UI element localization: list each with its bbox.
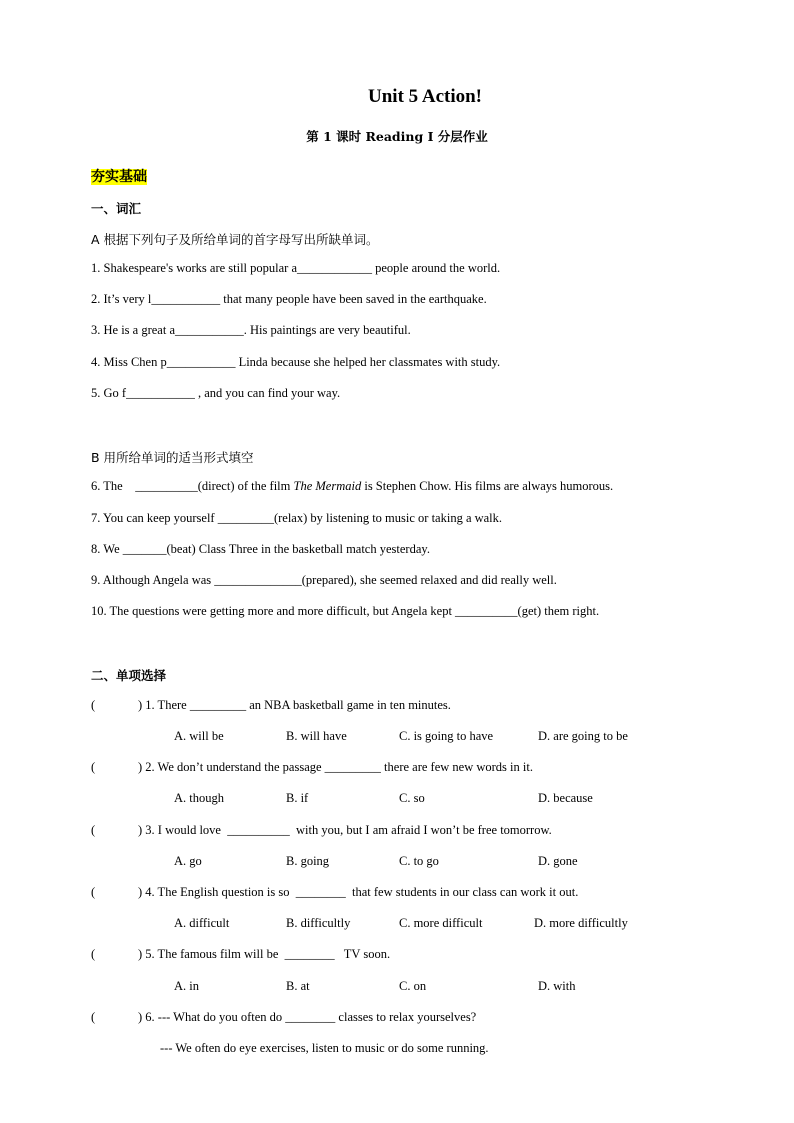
q5-option-a: A. in xyxy=(174,979,199,993)
q5-option-b: B. at xyxy=(286,979,310,993)
vocab-item-10: 10. The questions were getting more and more difficult, but Angela kept __________(get) them right. xyxy=(91,604,600,618)
q4-option-d: D. more difficultly xyxy=(534,916,628,930)
question-6: ) 6. --- What do you often do ________ classes to relax yourselves? xyxy=(138,1010,477,1024)
q5-option-d: D. with xyxy=(538,979,576,993)
unit-title: Unit 5 Action! xyxy=(368,86,482,107)
vocab-item-7: 7. You can keep yourself _________(relax) by listening to music or taking a walk. xyxy=(91,511,503,525)
q2-option-c: C. so xyxy=(399,791,425,805)
vocab-item-3: 3. He is a great a___________. His paintings are very beautiful. xyxy=(91,323,411,337)
q1-option-a: A. will be xyxy=(174,729,224,743)
q1-option-d: D. are going to be xyxy=(538,729,628,743)
vocab-item-5: 5. Go f___________ , and you can find your way. xyxy=(91,386,341,400)
vocab-item-1: 1. Shakespeare's works are still popular a____________ people around the world. xyxy=(91,261,501,275)
q3-option-b: B. going xyxy=(286,854,330,868)
q1-option-c: C. is going to have xyxy=(399,729,494,743)
q5-option-c: C. on xyxy=(399,979,427,993)
vocab-item-4: 4. Miss Chen p___________ Linda because she helped her classmates with study. xyxy=(91,355,501,369)
q4-option-b: B. difficultly xyxy=(286,916,351,930)
vocabulary-heading: 一、词汇 xyxy=(91,201,142,216)
q4-option-a: A. difficult xyxy=(174,916,230,930)
answer-paren: ( xyxy=(91,823,96,837)
question-1: ) 1. There _________ an NBA basketball game in ten minutes. xyxy=(138,698,451,712)
lesson-title: 第 1 课时 Reading I 分层作业 xyxy=(306,129,488,144)
part-a-instruction: A 根据下列句子及所给单词的首字母写出所缺单词。 xyxy=(91,232,379,247)
question-3: ) 3. I would love __________ with you, but I am afraid I won’t be free tomorrow. xyxy=(138,823,552,837)
question-4: ) 4. The English question is so ________ that few students in our class can work it out. xyxy=(138,885,579,899)
answer-paren: ( xyxy=(91,760,96,774)
vocab-item-8: 8. We _______(beat) Class Three in the basketball match yesterday. xyxy=(91,542,430,556)
q4-option-c: C. more difficult xyxy=(399,916,483,930)
vocab-item-2: 2. It’s very l___________ that many people have been saved in the earthquake. xyxy=(91,292,487,306)
question-2: ) 2. We don’t understand the passage _________ there are few new words in it. xyxy=(138,760,533,774)
q3-option-c: C. to go xyxy=(399,854,439,868)
q2-option-d: D. because xyxy=(538,791,593,805)
answer-paren: ( xyxy=(91,1010,96,1024)
part-b-instruction: B 用所给单词的适当形式填空 xyxy=(91,450,254,465)
q2-option-b: B. if xyxy=(286,791,309,805)
foundation-heading: 夯实基础 xyxy=(91,169,147,185)
q1-option-b: B. will have xyxy=(286,729,347,743)
q3-option-d: D. gone xyxy=(538,854,578,868)
answer-paren: ( xyxy=(91,947,96,961)
question-5: ) 5. The famous film will be ________ TV soon. xyxy=(138,947,391,961)
vocab-item-6: 6. The __________(direct) of the film The Mermaid is Stephen Chow. His films are always humorous. xyxy=(91,479,614,493)
q3-option-a: A. go xyxy=(174,854,202,868)
vocab-item-9: 9. Although Angela was ______________(prepared), she seemed relaxed and did really well. xyxy=(91,573,557,587)
q2-option-a: A. though xyxy=(174,791,224,805)
answer-paren: ( xyxy=(91,885,96,899)
multiple-choice-heading: 二、单项选择 xyxy=(91,668,167,683)
q6-reply: --- We often do eye exercises, listen to music or do some running. xyxy=(160,1041,489,1055)
answer-paren: ( xyxy=(91,698,96,712)
